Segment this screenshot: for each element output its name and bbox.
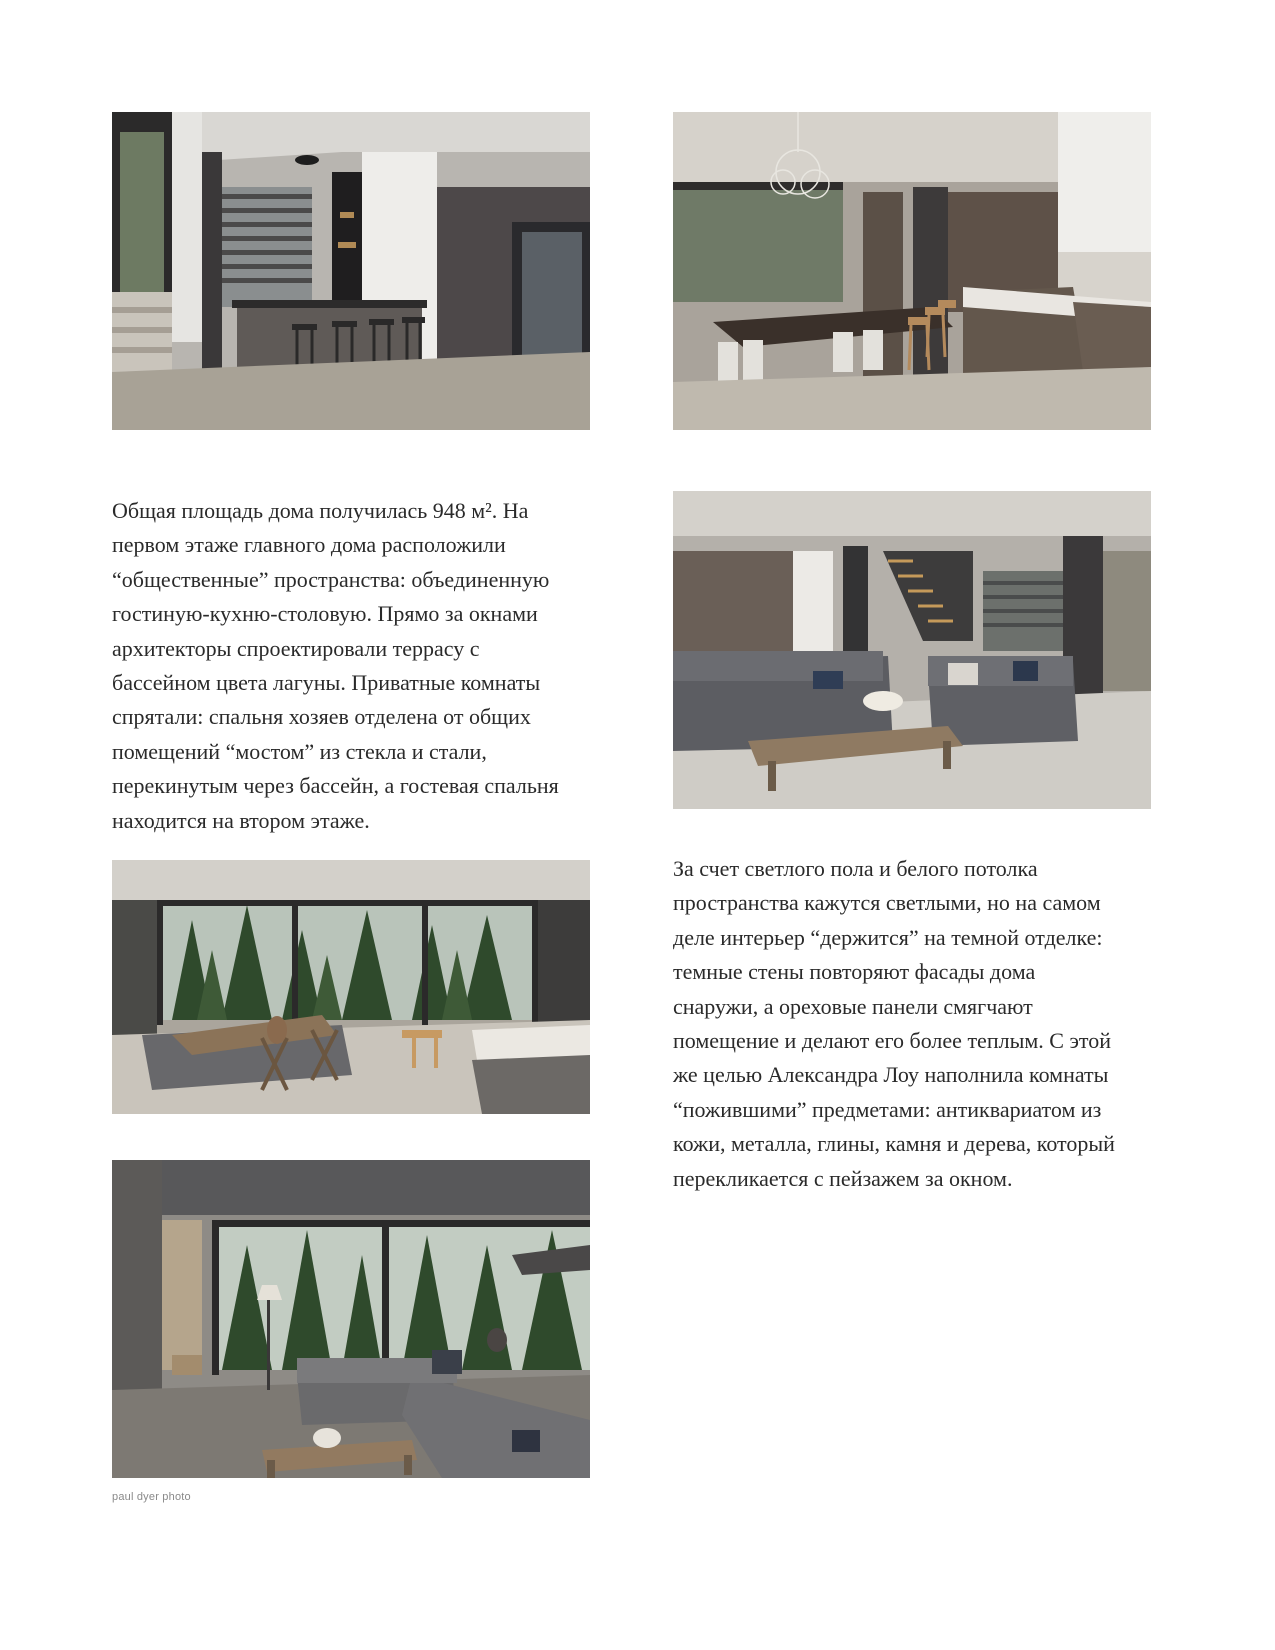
text-line: находится на втором этаже.	[112, 807, 370, 833]
text-line: “общественные” пространства: объединенную	[112, 566, 550, 592]
text-line: перекинутым через бассейн, а гостевая спальня	[112, 773, 559, 799]
text-line: темные стены повторяют фасады дома	[673, 959, 1036, 985]
text-line: помещений “мостом” из стекла и стали,	[112, 738, 487, 764]
text-line: Общая площадь дома получилась 948 м². На	[112, 498, 529, 523]
paragraph-house-area	[112, 494, 559, 838]
photo-kitchen-bar	[112, 112, 590, 430]
text-line: перекликается с пейзажем за окном.	[673, 1165, 1013, 1191]
text-line: бассейном цвета лагуны. Приватные комнаты	[112, 670, 541, 696]
text-line: же целью Александра Лоу наполнила комнаты	[673, 1062, 1109, 1088]
text-line: помещение и делают его более теплым. С этой	[673, 1028, 1111, 1054]
text-line: деле интерьер “держится” на темной отделке:	[673, 924, 1103, 950]
photo-living-forest-view	[112, 860, 590, 1114]
text-line: архитекторы спроектировали террасу с	[112, 635, 480, 661]
text-line: первом этаже главного дома расположили	[112, 532, 506, 558]
photo-dining-kitchen	[673, 112, 1151, 430]
text-line: кожи, металла, глины, камня и дерева, который	[673, 1131, 1115, 1157]
text-line: спрятали: спальня хозяев отделена от общих	[112, 704, 531, 730]
text-line: За счет светлого пола и белого потолка	[673, 856, 1038, 881]
photo-credit: paul dyer photo	[112, 1491, 191, 1503]
text-line: снаружи, а ореховые панели смягчают	[673, 993, 1033, 1019]
text-line: пространства кажутся светлыми, но на самом	[673, 890, 1101, 916]
paragraph-interior-finish	[673, 852, 1115, 1196]
photo-living-sofas	[673, 491, 1151, 809]
text-line: “пожившими” предметами: антиквариатом из	[673, 1096, 1102, 1122]
text-line: гостиную-кухню-столовую. Прямо за окнами	[112, 601, 538, 627]
photo-sectional-sofa	[112, 1160, 590, 1478]
